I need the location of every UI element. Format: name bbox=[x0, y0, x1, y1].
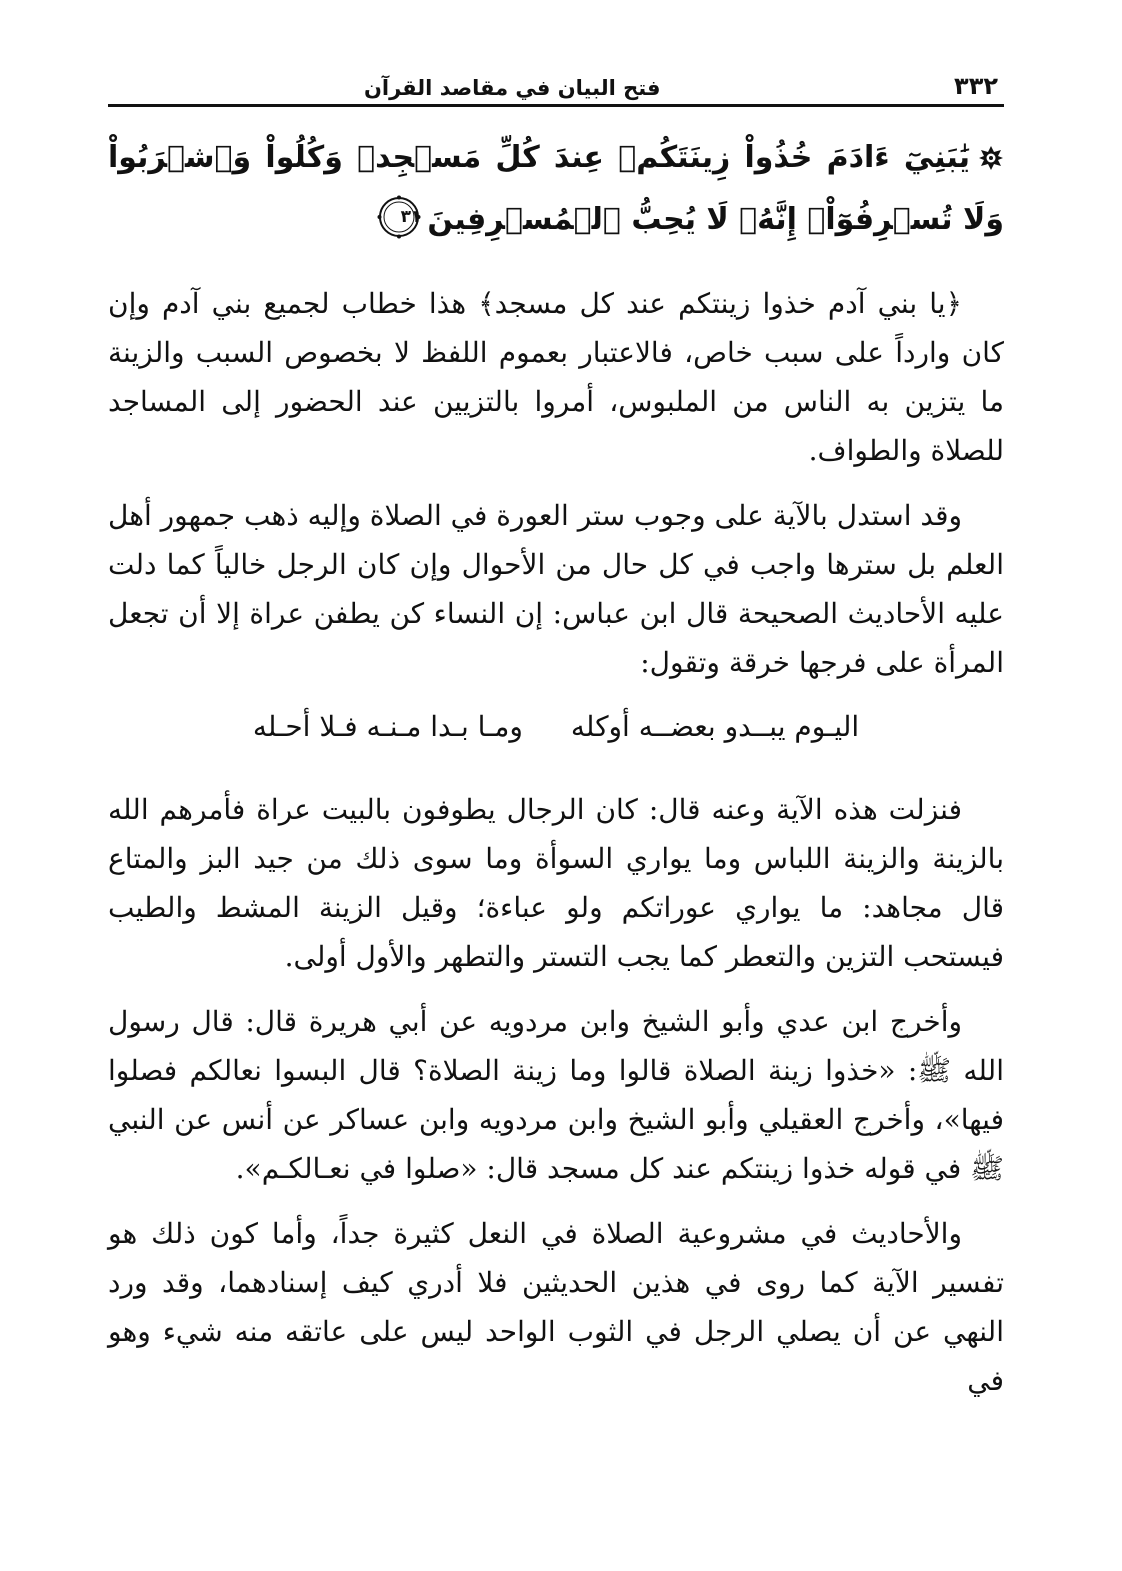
poem-verse bbox=[108, 703, 1004, 751]
commentary-text bbox=[108, 279, 1004, 1405]
book-title: فتح البيان في مقاصد القرآن bbox=[364, 76, 661, 100]
verse-number-marker bbox=[377, 195, 421, 239]
verse-start-ornament-icon bbox=[978, 131, 1004, 157]
poem-second-hemistich: ومـا بـدا مـنـه فـلا أحـله bbox=[252, 710, 523, 743]
paragraph: فنزلت هذه الآية وعنه قال: كان الرجال يطوفون بالبيت عراة فأمرهم الله بالزينة والزينة اللباس وما يواري السوأة وما سوى ذلك من جيد البز والمتاع قال مجاهد: ما يواري عوراتكم ولو عباءة؛ وقيل الزينة المشط والطيب فيستحب التزين والتعطر كما يجب التستر والتطهر والأول أولى. bbox=[108, 793, 1004, 973]
running-header bbox=[108, 62, 1004, 107]
paragraph: ﴿يا بني آدم خذوا زينتكم عند كل مسجد﴾ هذا خطاب لجميع بني آدم وإن كان وارداً على سبب خاص، فالاعتبار بعموم اللفظ لا بخصوص السبب والزينة ما يتزين به الناس من الملبوس، أمروا بالتزيين عند الحضور إلى المساجد للصلاة والطواف. bbox=[108, 287, 1004, 467]
paragraph: وقد استدل بالآية على وجوب ستر العورة في الصلاة وإليه ذهب جمهور أهل العلم بل سترها واجب في كل حال من الأحوال وإن كان الرجل خالياً كما دلت عليه الأحاديث الصحيحة قال ابن عباس: إن النساء كن يطفن عراة إلا أن تجعل المرأة على فرجها خرقة وتقول: bbox=[108, 499, 1004, 679]
page-number: ٣٣٢ bbox=[954, 72, 998, 100]
poem-first-hemistich: اليـوم يبــدو بعضــه أوكله bbox=[570, 710, 860, 743]
paragraph: وأخرج ابن عدي وأبو الشيخ وابن مردويه عن أبي هريرة قال: قال رسول الله ﷺ: «خذوا زينة الصلاة قالوا وما زينة الصلاة؟ قال البسوا نعالكم فصلوا فيها»، وأخرج العقيلي وأبو الشيخ وابن مردويه وابن عساكر عن أنس عن النبي ﷺ في قوله خذوا زينتكم عند كل مسجد قال: «صلوا في نعـالكـم». bbox=[108, 1005, 1004, 1185]
verse-number: ٣١ bbox=[400, 207, 422, 227]
paragraph: والأحاديث في مشروعية الصلاة في النعل كثيرة جداً، وأما كون ذلك هو تفسير الآية كما روى في هذين الحديثين فلا أدري كيف إسنادهما، وقد ورد النهي عن أن يصلي الرجل في الثوب الواحد ليس على عاتقه منه شيء وهو في bbox=[108, 1217, 1004, 1397]
verse-text: يَٰبَنِيٓ ءَادَمَ خُذُواْ زِينَتَكُمۡ عِندَ كُلِّ مَسۡجِدٖ وَكُلُواْ وَٱشۡرَبُواْ وَلَا تُسۡرِفُوٓاْۚ إِنَّهُۥ لَا يُحِبُّ ٱلۡمُسۡرِفِينَ bbox=[108, 140, 1004, 237]
quran-verse bbox=[108, 127, 1004, 251]
